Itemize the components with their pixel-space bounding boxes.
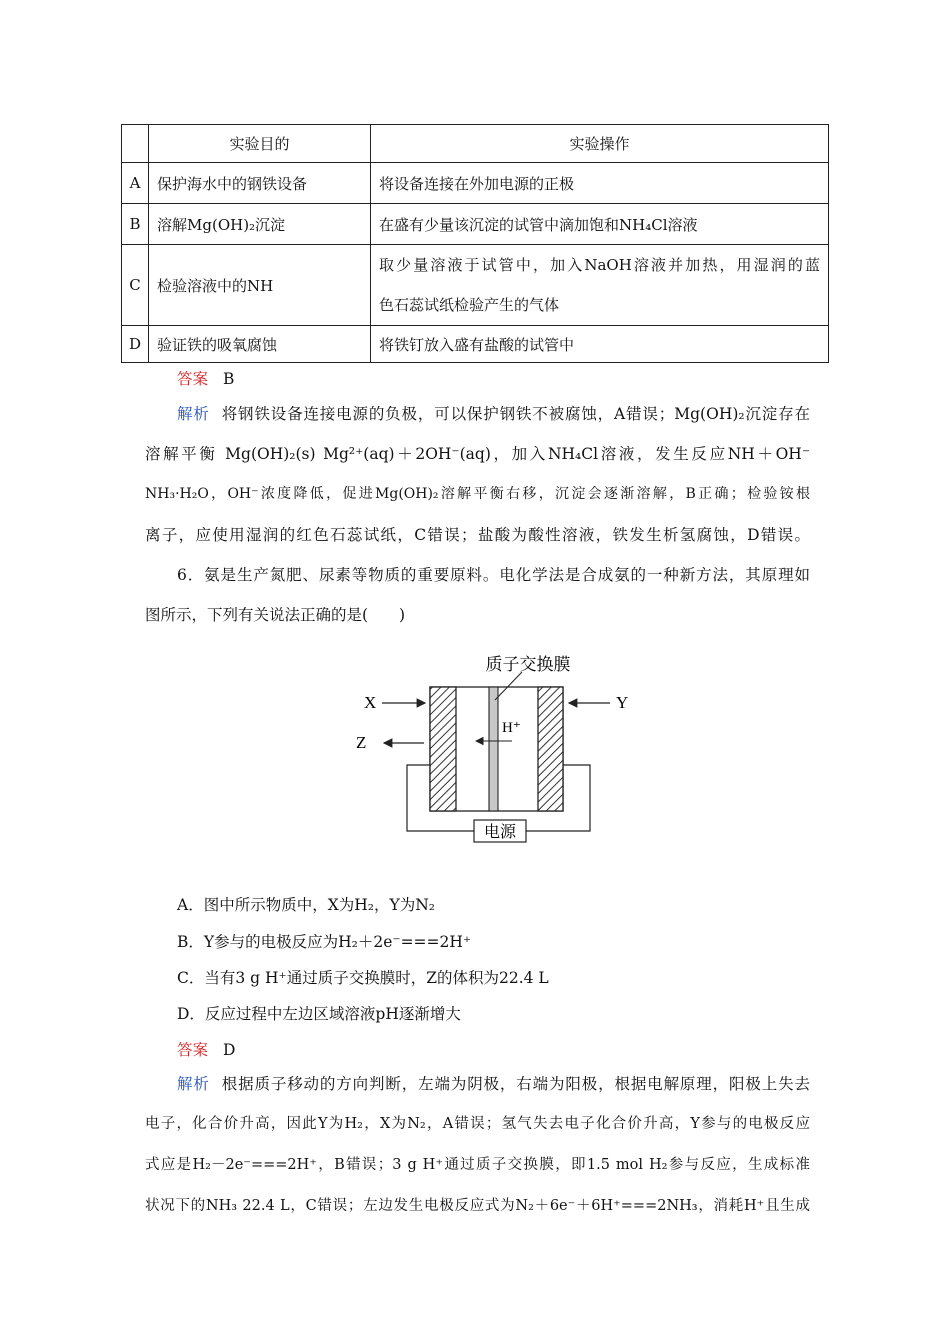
proton-membrane bbox=[489, 687, 498, 811]
q6-answer-line bbox=[145, 1038, 810, 1060]
q6-analysis-line: 电子，化合价升高，因此Y为H₂，X为N₂，A错误；氢气失去电子化合价升高，Y参与的电极反应 bbox=[145, 1116, 810, 1132]
analysis-label: 解析 bbox=[177, 1075, 210, 1093]
q5-answer-line bbox=[145, 367, 810, 389]
row-goal: 检验溶液中的NH bbox=[149, 245, 371, 326]
y-label: Y bbox=[616, 693, 629, 712]
option-a: A．图中所示物质中，X为H₂，Y为N₂ bbox=[177, 896, 435, 914]
row-option: B bbox=[122, 204, 149, 245]
x-label: X bbox=[364, 693, 377, 712]
membrane-label: 质子交换膜 bbox=[485, 655, 571, 675]
power-label: 电源 bbox=[483, 822, 517, 841]
q5-analysis-line: 离子，应使用湿润的红色石蕊试纸，C错误；盐酸为酸性溶液，铁发生析氢腐蚀，D错误。 bbox=[145, 526, 810, 544]
row-option: A bbox=[122, 163, 149, 204]
q6-stem: 6．氨是生产氮肥、尿素等物质的重要原料。电化学法是合成氨的一种新方法，其原理如 bbox=[177, 566, 810, 584]
electrolysis-diagram bbox=[350, 650, 650, 845]
left-electrode bbox=[430, 687, 456, 811]
answer-value: D bbox=[222, 1041, 236, 1059]
row-option: C bbox=[122, 245, 149, 326]
row-operation: 在盛有少量该沉淀的试管中滴加饱和NH₄Cl溶液 bbox=[371, 204, 829, 245]
row-operation: 将铁钉放入盛有盐酸的试管中 bbox=[371, 326, 829, 363]
table-row bbox=[122, 326, 829, 363]
row-operation: 将设备连接在外加电源的正极 bbox=[371, 163, 829, 204]
row-operation bbox=[371, 245, 829, 326]
q5-analysis-line: NH₃·H₂O，OH⁻浓度降低，促进Mg(OH)₂溶解平衡右移，沉淀会逐渐溶解，B正确；检验铵根 bbox=[145, 486, 810, 502]
ion-label: H⁺ bbox=[502, 720, 521, 736]
table-row bbox=[122, 163, 829, 204]
q6-stem: 图所示，下列有关说法正确的是( ) bbox=[145, 606, 406, 624]
row-option: D bbox=[122, 326, 149, 363]
z-label: Z bbox=[356, 733, 367, 752]
answer-label: 答案 bbox=[177, 1041, 209, 1059]
row-operation-line1: 取少量溶液于试管中，加入NaOH溶液并加热，用湿润的蓝 bbox=[379, 256, 820, 274]
row-goal: 溶解Mg(OH)₂沉淀 bbox=[149, 204, 371, 245]
q6-analysis-line: 式应是H₂－2e⁻===2H⁺，B错误；3 g H⁺通过质子交换膜，即1.5 mol H₂参与反应，生成标准 bbox=[145, 1157, 810, 1173]
table-row bbox=[122, 204, 829, 245]
table-header-option bbox=[122, 125, 149, 163]
right-electrode bbox=[538, 687, 563, 811]
table-header-goal: 实验目的 bbox=[149, 125, 371, 163]
experiment-table bbox=[121, 124, 829, 363]
option-b: B．Y参与的电极反应为H₂＋2e⁻===2H⁺ bbox=[177, 933, 472, 951]
row-operation-line2: 色石蕊试纸检验产生的气体 bbox=[379, 296, 560, 314]
table-row bbox=[122, 245, 829, 326]
option-d: D．反应过程中左边区域溶液pH逐渐增大 bbox=[177, 1005, 461, 1023]
row-goal: 保护海水中的钢铁设备 bbox=[149, 163, 371, 204]
analysis-label: 解析 bbox=[177, 405, 210, 423]
q6-analysis-line: 解析 根据质子移动的方向判断，左端为阴极，右端为阳极，根据电解原理，阳极上失去 bbox=[177, 1075, 810, 1093]
option-c: C．当有3 g H⁺通过质子交换膜时，Z的体积为22.4 L bbox=[177, 969, 549, 987]
table-header-row bbox=[122, 125, 829, 163]
table-header-operation: 实验操作 bbox=[371, 125, 829, 163]
answer-value: B bbox=[222, 370, 235, 388]
q6-analysis-line: 状况下的NH₃ 22.4 L，C错误；左边发生电极反应式为N₂＋6e⁻＋6H⁺===2NH₃，消耗H⁺且生成 bbox=[145, 1198, 810, 1214]
q5-analysis-line: 溶解平衡 Mg(OH)₂(s) Mg²⁺(aq)＋2OH⁻(aq)，加入NH₄Cl溶液，发生反应NH＋OH⁻ bbox=[145, 445, 810, 463]
q5-analysis-line: 解析 将钢铁设备连接电源的负极，可以保护钢铁不被腐蚀，A错误；Mg(OH)₂沉淀存在 bbox=[177, 405, 810, 423]
row-goal: 验证铁的吸氧腐蚀 bbox=[149, 326, 371, 363]
answer-label: 答案 bbox=[177, 370, 209, 388]
